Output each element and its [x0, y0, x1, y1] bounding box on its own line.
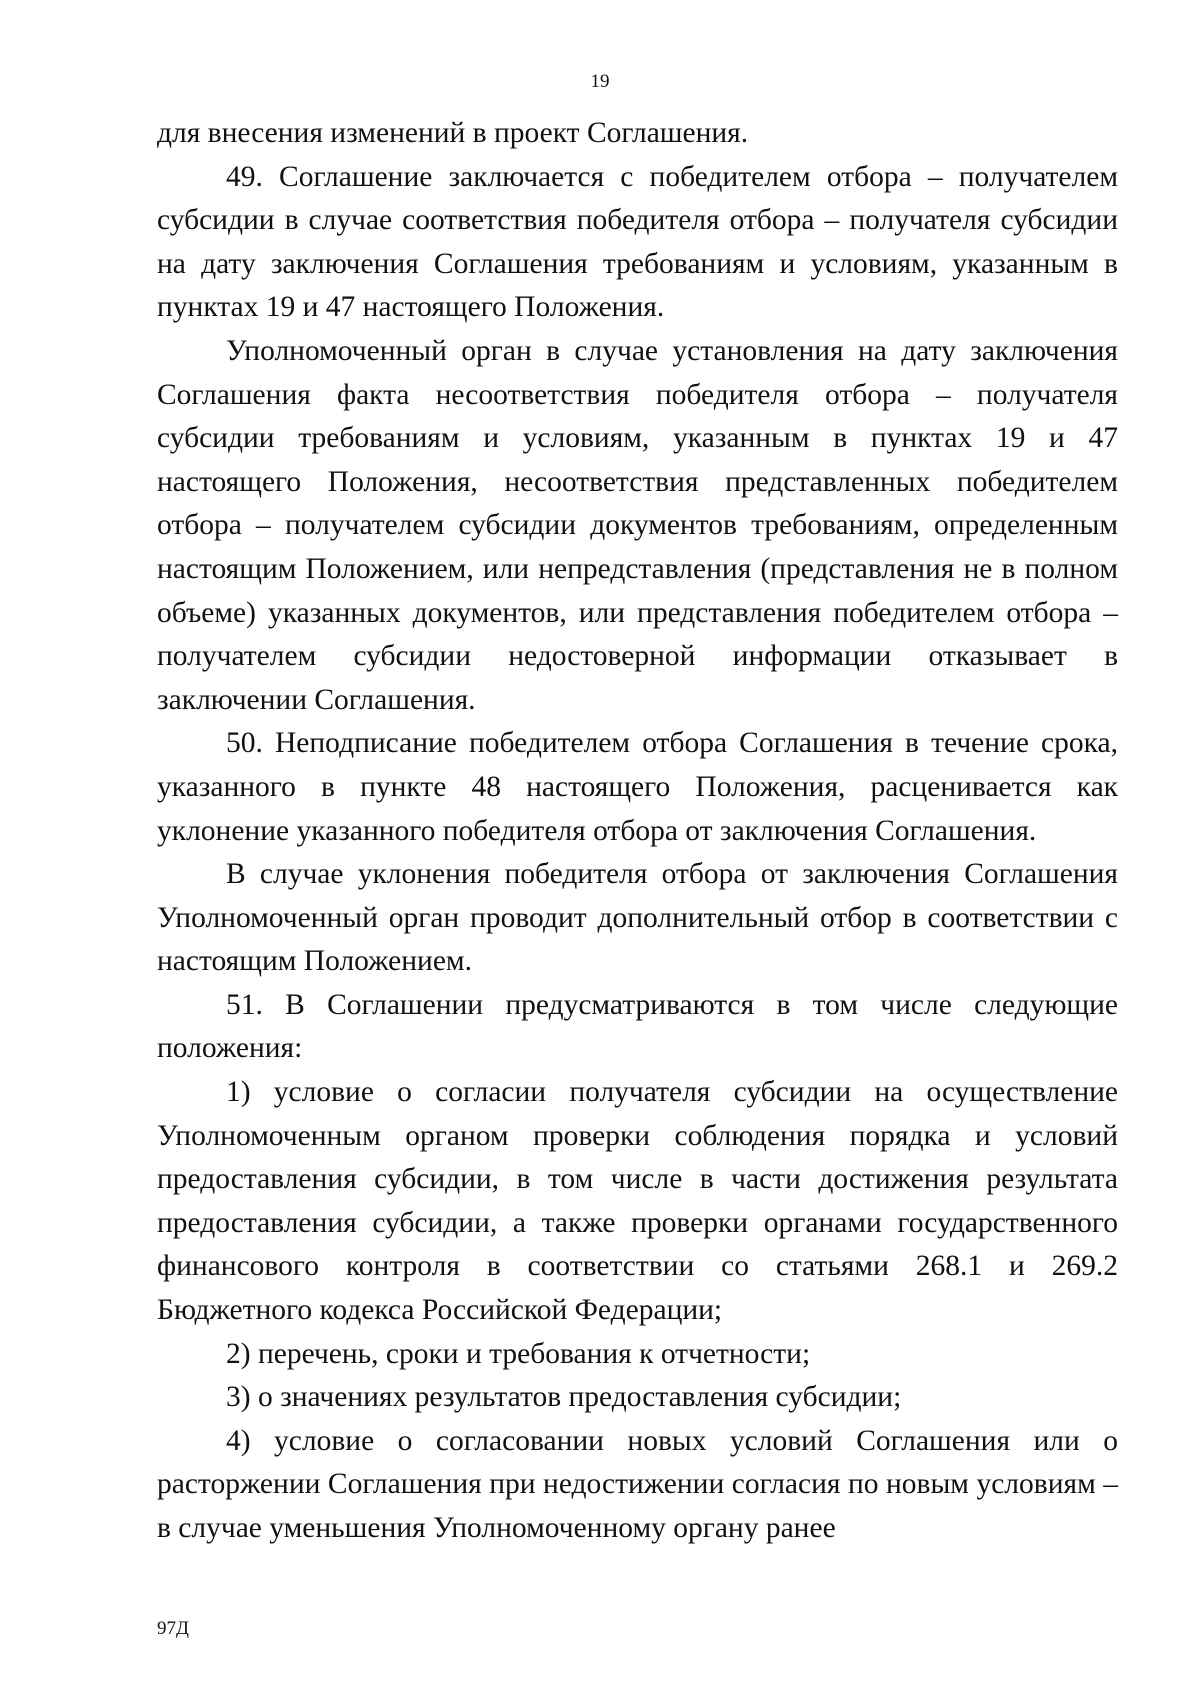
paragraph-clause-51: 51. В Соглашении предусматриваются в том числе следующие положения:: [157, 988, 1118, 1065]
list-item-2: 2) перечень, сроки и требования к отчетности;: [226, 1337, 811, 1370]
document-body: [157, 112, 1118, 1551]
paragraph-clause-49: 49. Соглашение заключается с победителем отбора – получателем субсидии в случае соответствия победителя отбора – получателя субсидии на дату заключения Соглашения требованиям и условиям, указанным в пунктах 19 и 47 настоящего Положения.: [157, 160, 1118, 324]
paragraph-clause-50: 50. Неподписание победителем отбора Соглашения в течение срока, указанного в пункте 48 настоящего Положения, расценивается как уклонение указанного победителя отбора от заключения Соглашения.: [157, 727, 1118, 847]
list-item-1: 1) условие о согласии получателя субсидии на осуществление Уполномоченным органом проверки соблюдения порядка и условий предоставления субсидии, в том числе в части достижения результата предоставления субсидии, а также проверки органами государственного финансового контроля в соответствии со статьями 268.1 и 269.2 Бюджетного кодекса Российской Федерации;: [157, 1076, 1118, 1327]
paragraph-refusal-conditions: Уполномоченный орган в случае установления на дату заключения Соглашения факта несоответствия победителя отбора – получателя субсидии требованиям и условиям, указанным в пунктах 19 и 47 настоящего Положения, несоответствия представленных победителем отбора – получателем субсидии документов требованиям, определенным настоящим Положением, или непредставления (представления не в полном объеме) указанных документов, или представления победителем отбора – получателем субсидии недостоверной информации отказывает в заключении Соглашения.: [157, 334, 1118, 716]
document-code: 97Д: [157, 1618, 189, 1639]
paragraph-continuation: для внесения изменений в проект Соглашения.: [157, 117, 749, 149]
paragraph-additional-selection: В случае уклонения победителя отбора от заключения Соглашения Уполномоченный орган проводит дополнительный отбор в соответствии с настоящим Положением.: [157, 858, 1118, 978]
list-item-4: 4) условие о согласовании новых условий Соглашения или о расторжении Соглашения при недостижении согласия по новым условиям – в случае уменьшения Уполномоченному органу ранее: [157, 1424, 1118, 1544]
list-item-3: 3) о значениях результатов предоставления субсидии;: [226, 1381, 902, 1414]
page-number: 19: [590, 71, 610, 92]
